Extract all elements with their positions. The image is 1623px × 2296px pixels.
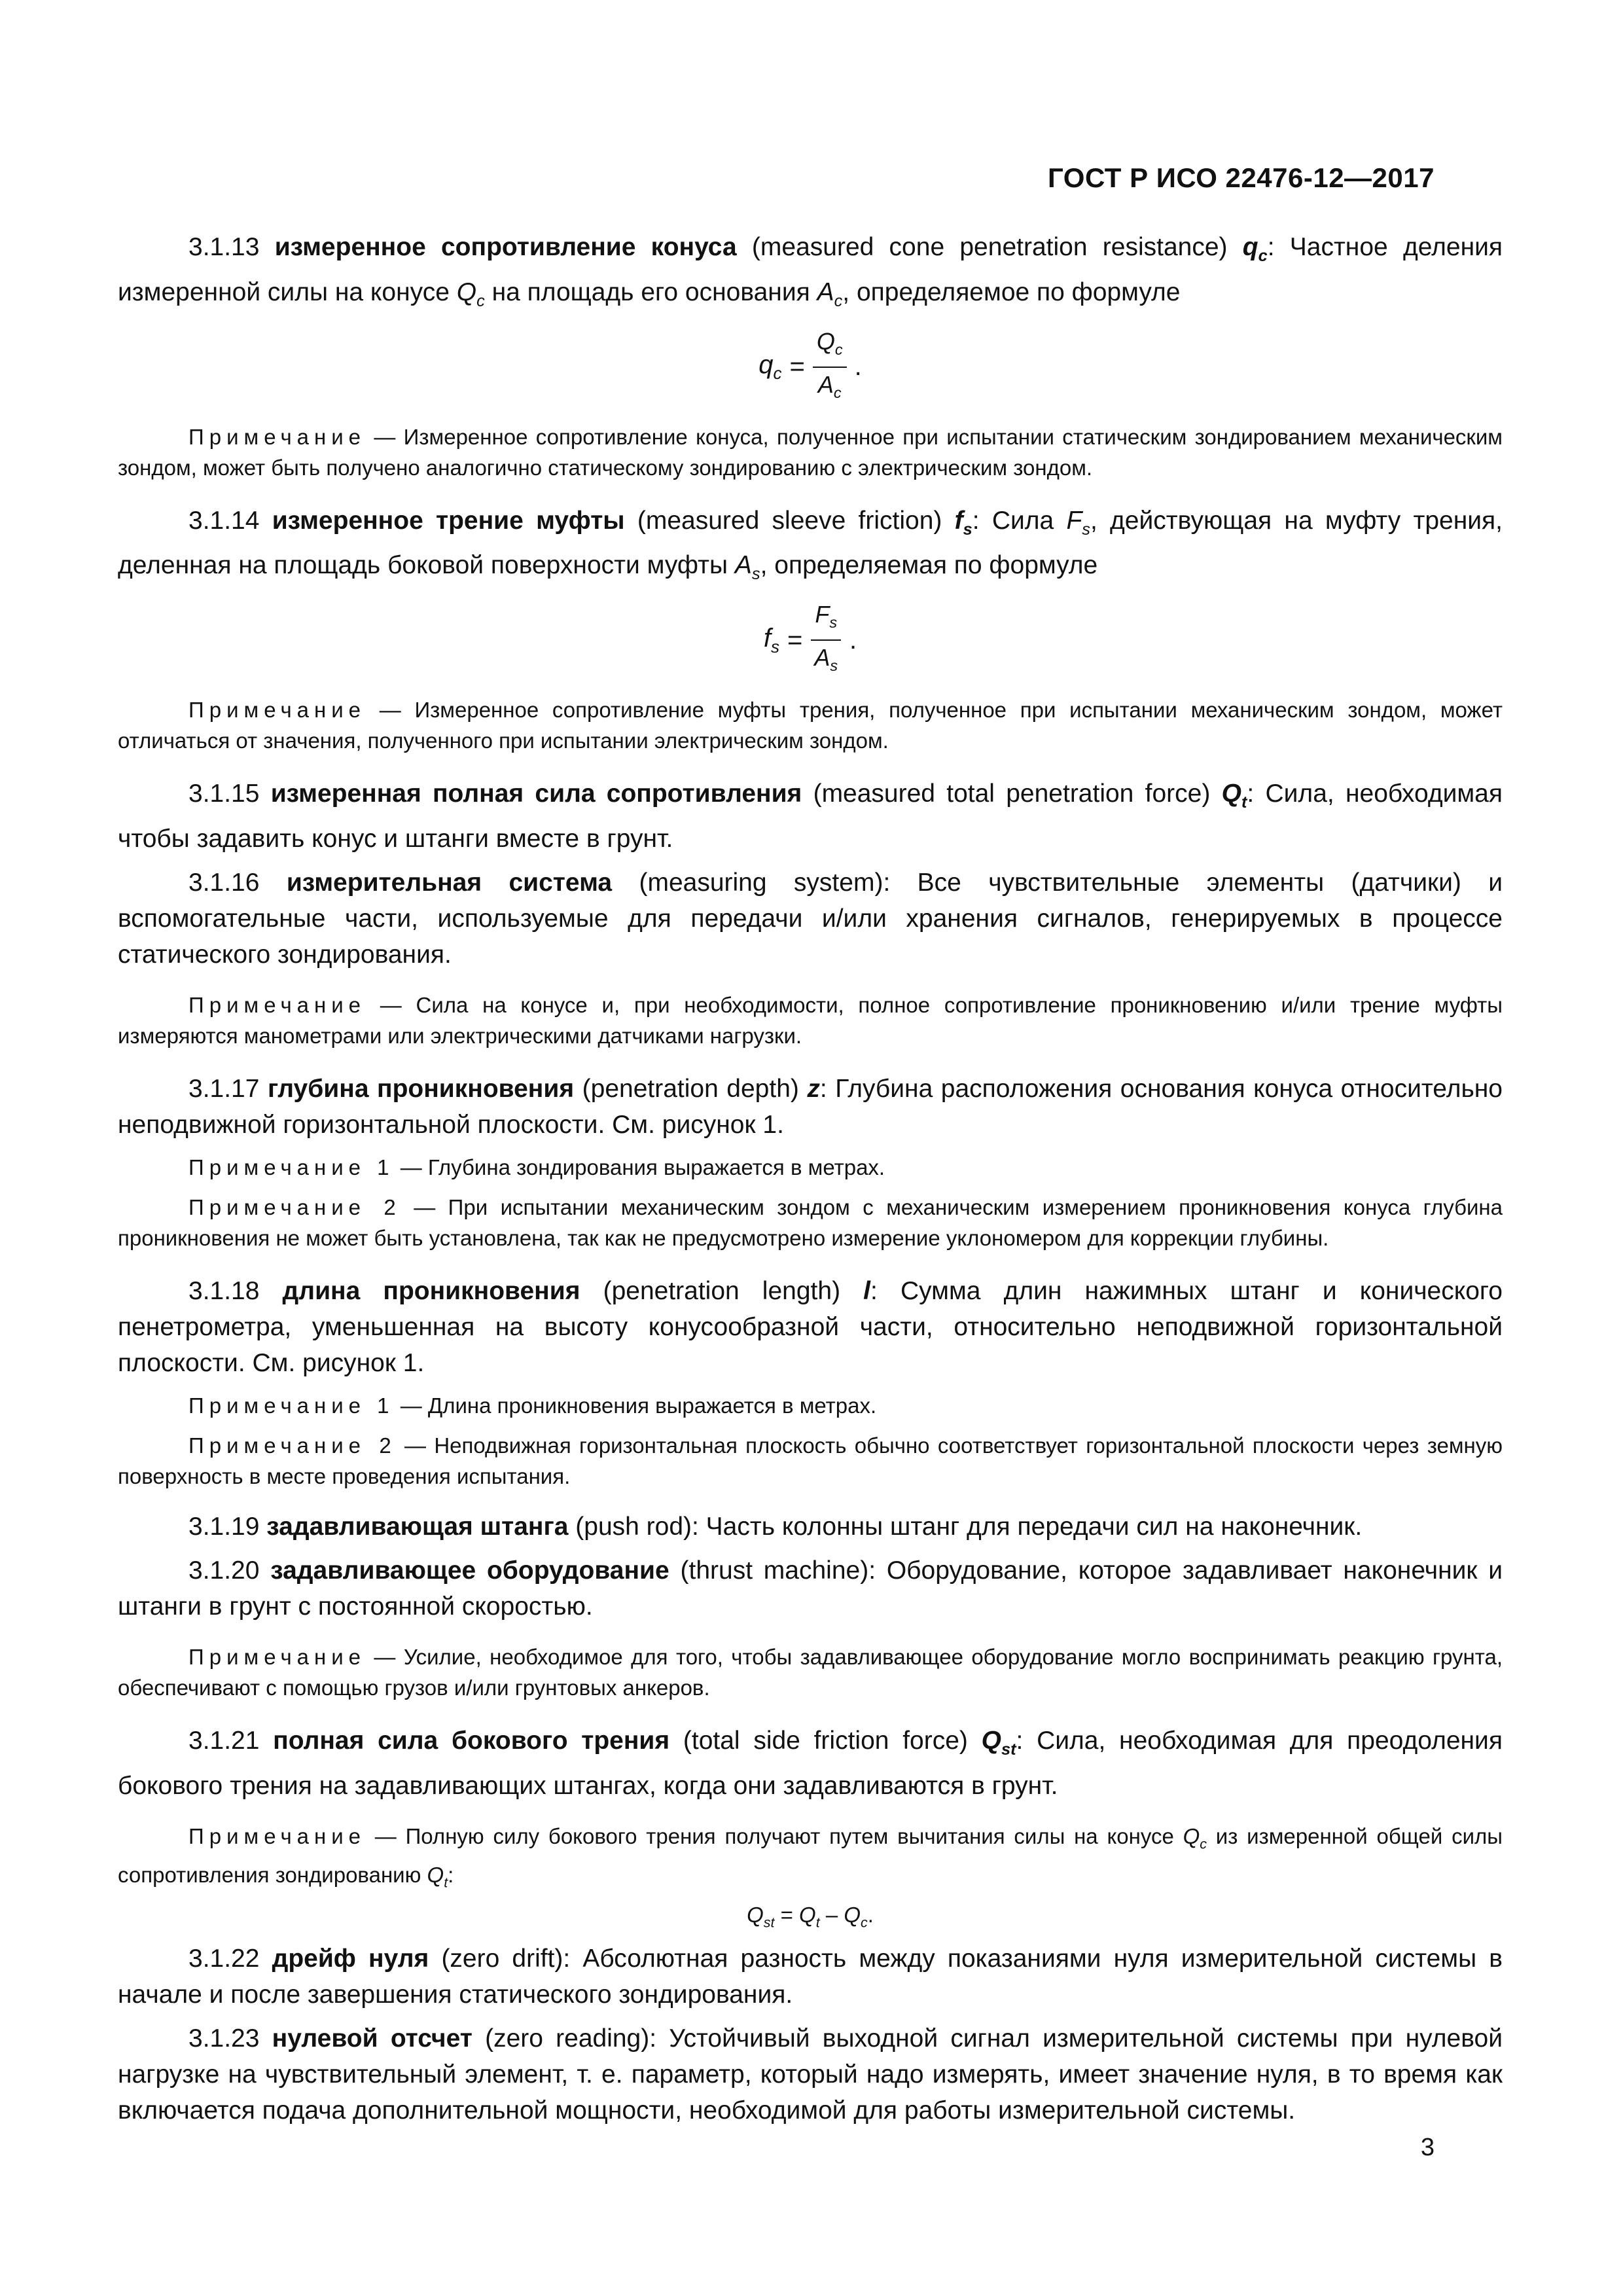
term-3-1-17: 3.1.17 глубина проникновения (penetration depth) z: Глубина расположения основания конуса относительно неподвижной горизонтальной плоскости. См. рисунок 1. xyxy=(118,1074,1503,1139)
term-3-1-15: 3.1.15 измеренная полная сила сопротивления (measured total penetration force) $Q_t$: Сила, необходимая чтобы задавить конус и штанги вместе в грунт. xyxy=(118,780,1503,853)
note-3-1-20: Примечание — Усилие, необходимое для того, чтобы задавливающее оборудование могло воспринимать реакцию грунта, обеспечивают с помощью грузов и/или грунтовых анкеров. xyxy=(118,1644,1503,1700)
note-3-1-18-2: Примечание 2 — Неподвижная горизонтальная плоскость обычно соответствует горизонтальной плоскости через земную поверхность в месте проведения испытания. xyxy=(118,1433,1503,1488)
term-3-1-16: 3.1.16 измерительная система (measuring system): Все чувствительные элементы (датчики) и вспомогательные части, используемые для передачи и/или хранения сигналов, генерируемых в процессе статического зондирования. xyxy=(118,868,1503,969)
term-symbol: $f_s$ xyxy=(954,506,972,539)
term-3-1-21: 3.1.21 полная сила бокового трения (total side friction force) $Q_{st}$: Сила, необходимая для преодоления бокового трения на задавливающих штангах, когда они задавливаются в грунт. xyxy=(118,1726,1503,1800)
formula-qst: $Q_{st} = Q_t - Q_c$. xyxy=(747,1902,874,1931)
term-3-1-22: 3.1.22 дрейф нуля (zero drift): Абсолютная разность между показаниями нуля измерительной системы в начале и после завершения статического зондирования. xyxy=(118,1944,1503,2009)
term-3-1-23: 3.1.23 нулевой отсчет (zero reading): Устойчивый выходной сигнал измерительной системы при нулевой нагрузке на чувствительный элемент, т. е. параметр, который надо измерять, имеет значение нуля, в то время как включается подача дополнительной мощности, необходимой для работы измерительной системы. xyxy=(118,2024,1503,2125)
term-symbol: $Q_{st}$ xyxy=(981,1726,1016,1759)
note-3-1-17-1: Примечание 1 — Глубина зондирования выражается в метрах. xyxy=(188,1155,885,1179)
term-3-1-18: 3.1.18 длина проникновения (penetration length) l: Сумма длин нажимных штанг и конического пенетрометра, уменьшенная на высоту конусообразной части, относительно неподвижной горизонтальной плоскости. См. рисунок 1. xyxy=(118,1276,1503,1377)
formula-fs: $f_s$ = $\frac{F_s}{A_s}$ . xyxy=(763,601,857,675)
note-label: Примечание xyxy=(188,424,366,449)
term-symbol: $q_c$ xyxy=(1242,233,1268,265)
note-3-1-16: Примечание — Сила на конусе и, при необходимости, полное сопротивление проникновению и/или трение муфты измеряются манометрами или электрическими датчиками нагрузки. xyxy=(118,992,1503,1048)
document-body xyxy=(118,229,1503,2136)
note-3-1-13 xyxy=(118,422,1503,483)
term-definition: : Частное деления измеренной силы на конусе xyxy=(118,233,1503,306)
term-3-1-19: 3.1.19 задавливающая штанга (push rod): Часть колонны штанг для передачи сил на наконечник. xyxy=(188,1512,1363,1541)
term-title: измеренное сопротивление конуса xyxy=(274,233,737,261)
document-header: ГОСТ Р ИСО 22476-12—2017 xyxy=(1048,162,1435,193)
formula-qc: $q_c$ = $\frac{Q_c}{A_c}$ . xyxy=(758,327,862,401)
term-3-1-13: 3.1.13 измеренное сопротивление конуса (measured cone penetration resistance) $q_c$: Частное деления измеренной силы на конусе $Q_c$ на площадь его основания $A_c$, определяемое по формуле xyxy=(118,233,1503,310)
note-text: — Измеренное сопротивление конуса, полученное при испытании статическим зондированием механическим зондом, может быть получено аналогично статическому зондированию с электрическим зондом. xyxy=(118,424,1503,480)
term-symbol: $Q_t$ xyxy=(1221,780,1247,812)
term-english: (measured cone penetration resistance) xyxy=(751,233,1228,261)
note-3-1-21: Примечание — Полную силу бокового трения получают путем вычитания силы на конусе $Q_c$ из измеренной общей силы сопротивления зондированию $Q_t$: xyxy=(118,1823,1503,1891)
term-3-1-20: 3.1.20 задавливающее оборудование (thrust machine): Оборудование, которое задавливает наконечник и штанги в грунт с постоянной скоростью. xyxy=(118,1556,1503,1621)
term-number: 3.1.13 xyxy=(188,233,260,261)
term-title: измеренное трение муфты xyxy=(272,506,625,535)
note-3-1-14: Примечание — Измеренное сопротивление муфты трения, полученное при испытании механическим зондом, может отличаться от значения, полученного при испытании электрическим зондом. xyxy=(118,698,1503,753)
note-3-1-18-1: Примечание 1 — Длина проникновения выражается в метрах. xyxy=(188,1393,877,1418)
page-number: 3 xyxy=(1420,2134,1435,2161)
note-3-1-17-2: Примечание 2 — При испытании механическим зондом с механическим измерением проникновения конуса глубина проникновения не может быть установлена, так как не предусмотрено измерение уклономером для коррекции глубины. xyxy=(118,1194,1503,1250)
term-3-1-14: 3.1.14 измеренное трение муфты (measured sleeve friction) $f_s$: Сила $F_s$, действующая на муфту трения, деленная на площадь боковой поверхности муфты $A_s$, определяемая по формуле xyxy=(118,506,1503,584)
